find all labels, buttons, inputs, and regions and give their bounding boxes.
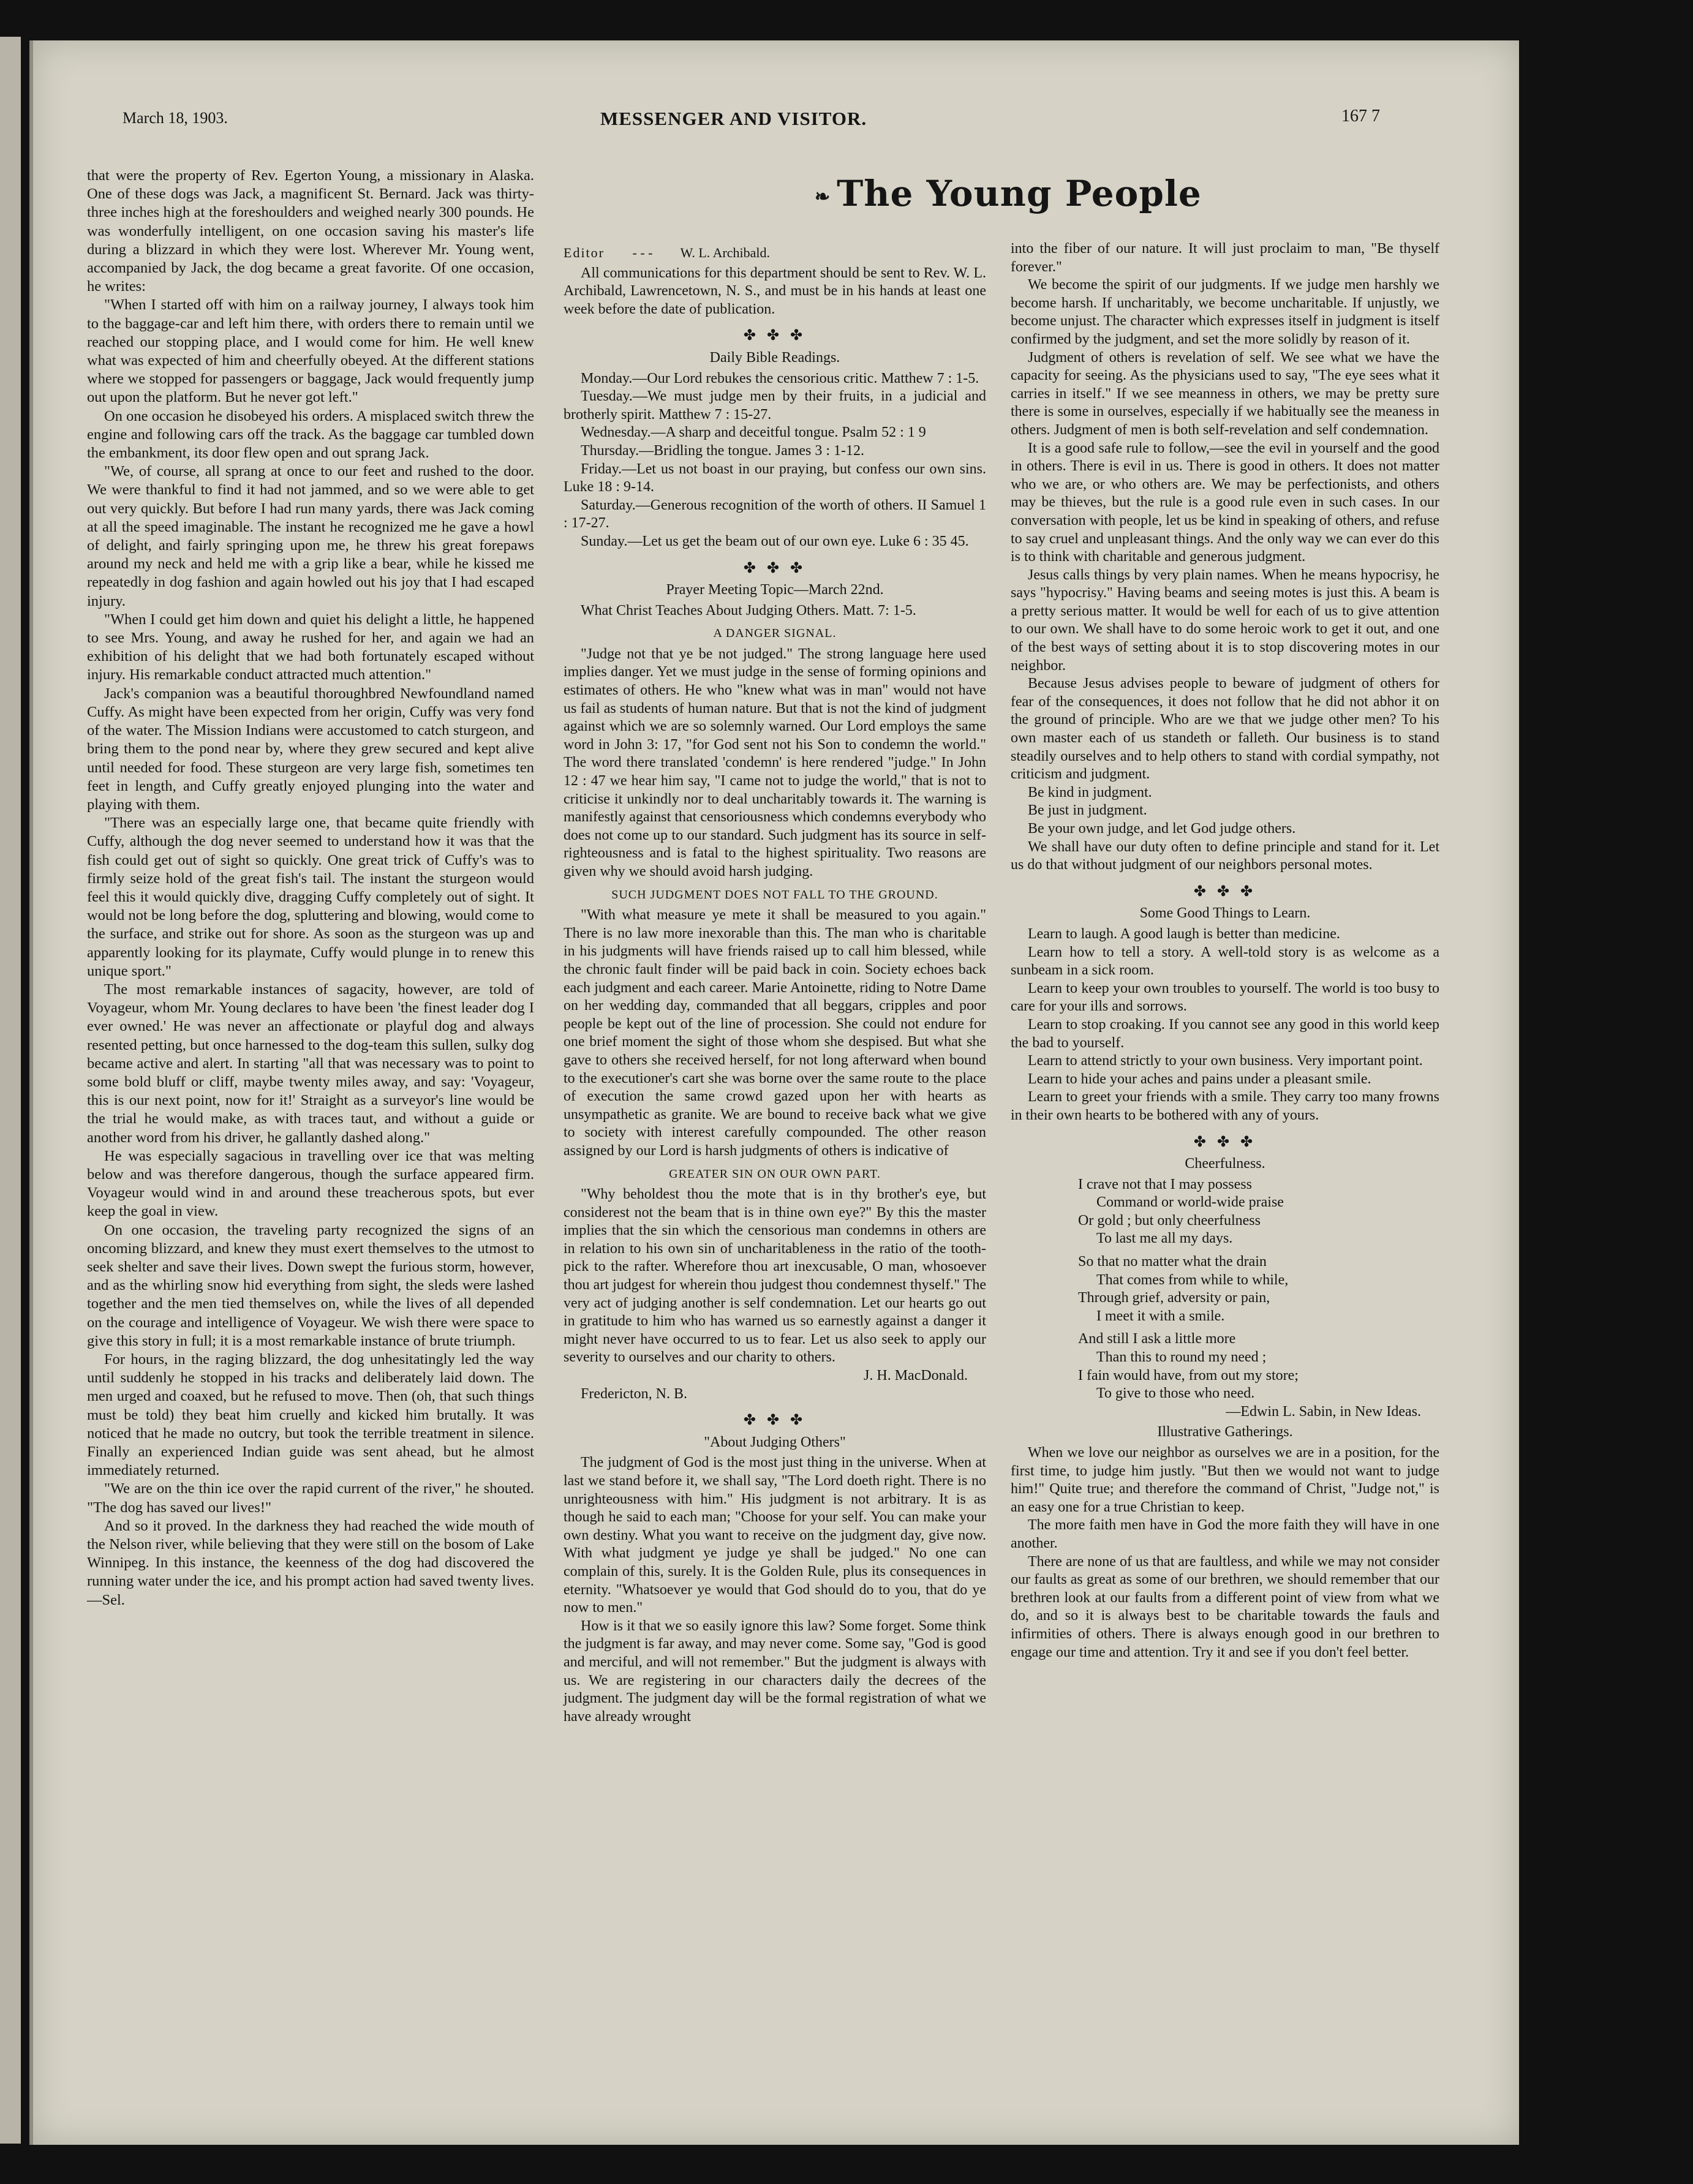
editor-name: W. L. Archibald. bbox=[680, 245, 771, 260]
poem-line: To give to those who need. bbox=[1096, 1385, 1255, 1402]
about-paragraph: How is it that we so easily ignore this law? Some forget. Some think the judgment is far away, and may never come. Some say, "God is good and merciful, and will not remember." But the judgment is always with us. We are registering in our characters daily the decrees of the judgment. The judgment day will be the formal registration of what we have already wrought bbox=[564, 1617, 986, 1725]
readings-title: Daily Bible Readings. bbox=[709, 349, 840, 366]
greater-heading: GREATER SIN ON OUR OWN PART. bbox=[669, 1167, 881, 1181]
col1-paragraph: The most remarkable instances of sagacity, however, are told of Voyageur, whom Mr. Young declares to have been 'the finest leader dog I ever owned.' He was never an affectionate or playful dog and always resented petting, but once harnessed to the dog-team this sullen, sulky dog became active and alert. In starting "all that was necessary was to point to some bold bluff or cliff, maybe twenty miles away, and say: 'Voyageur, this is our next point, now for it!' Straight as a surveyor's line would be the trial he would make, as with traces taut, and without a guide or another word from his driver, he gallantly dashed along." bbox=[87, 981, 534, 1146]
separator-ornament-icon: ✤ ✤ ✤ bbox=[743, 1412, 807, 1429]
editor-label: Editor bbox=[564, 245, 605, 260]
poem bbox=[1011, 1176, 1439, 1403]
good-thing-item: Learn to attend strictly to your own business. Very important point. bbox=[1028, 1053, 1423, 1069]
greater-paragraph: "Why beholdest thou the mote that is in thy brother's eye, but considerest not the beam that is in thine own eye?" By this the master implies that the sin which the censorious man condemns in others are in relation to his own sin of uncharitableness in the ratio of the tooth-pick to the rafter. Wherefore thou art inexcusable, O man, whosoever thou art judgest for wherein thou judgest thou condemnest thyself." The very act of judging another is self condemnation. Let our hearts go out in gratitude to him who has warned us so earnestly against a danger it might never have occurred to us to fear. Let us also seek to apply our severity to ourselves and our charity to others. bbox=[564, 1186, 986, 1366]
header-page-number: 167 7 bbox=[1341, 107, 1380, 126]
col1-paragraph: "We, of course, all sprang at once to our feet and rushed to the door. We were thankful to find it had not jammed, and so we were able to get out very quickly. But before I had run many yards, there was Jack coming at all the speed imaginable. The instant he recognized me he gave a howl of delight, and fairly springing upon me, he threw his great forepaws around my neck and held me with a grip like a bear, while he kissed me repeatedly in dog fashion and again howled out his joy that I had escaped injury. bbox=[87, 463, 534, 609]
editor-line bbox=[564, 244, 986, 262]
good-thing-item: Learn to greet your friends with a smile. They carry too many frowns in their own hearts to be bothered with any of yours. bbox=[1011, 1089, 1439, 1123]
reading-item: Tuesday.—We must judge men by their fruits, in a judicial and brotherly spirit. Matthew 7 : 15-27. bbox=[564, 388, 986, 423]
rule-line: Be your own judge, and let God judge others. bbox=[1028, 821, 1296, 837]
prayer-topic: What Christ Teaches About Judging Others. Matt. 7: 1-5. bbox=[581, 602, 916, 619]
ground-paragraph: "With what measure ye mete it shall be measured to you again." There is no law more inexorable than this. The man who is charitable in his judgments will have friends raised up to call him blessed, while the chronic fault finder will be paid back in coin. Society echoes back each judgment and each career. Marie Antoinette, riding to Notre Dame on her wedding day, commanded that all beggars, cripples and poor people be kept out of the line of procession. She could not endure for one brief moment the sight of those whom she despised. But what she gave to others she received herself, for not long afterward when bound to the executioner's cart she was borne over the same route to the place of execution the same crowd gazed upon her with hearts as unsympathetic as granite. We are bound to receive back what we give to society with interest carefully compounded. The other reason assigned by our Lord is harsh judgments of others is indicative of bbox=[564, 907, 986, 1159]
good-thing-item: Learn to stop croaking. If you cannot see any good in this world keep the bad to yourself. bbox=[1011, 1016, 1439, 1051]
col1-paragraph: He was especially sagacious in travelling over ice that was melting below and was therefore dangerous, though the surface appeared firm. Voyageur would wind in and around these treacherous spots, but ever keep the goal in view. bbox=[87, 1147, 534, 1220]
col3-paragraph: Because Jesus advises people to beware of judgment of others for fear of the consequences, it does not follow that he did not abhor it on the ground of principle. Who are we that we judge other men? To his own master each of us standeth or falleth. Our business is to stand steadily ourselves and to help others to stand with cordial sympathy, not criticism and judgment. bbox=[1011, 676, 1439, 783]
col3-paragraph: We become the spirit of our judgments. If we judge men harshly we become harsh. If uncharitably, we become uncharitable. If unjustly, we become unjust. The character which expresses itself in judgment is itself confirmed by the judgment, and set the more solidly by reason of it. bbox=[1011, 277, 1439, 347]
poem-line: To last me all my days. bbox=[1096, 1230, 1233, 1247]
column-middle bbox=[564, 232, 986, 1726]
col3-paragraph: We shall have our duty often to define principle and stand for it. Let us do that without judgment of our neighbors personal motes. bbox=[1011, 838, 1439, 873]
separator-ornament-icon: ✤ ✤ ✤ bbox=[743, 328, 807, 344]
poem-author: —Edwin L. Sabin, in New Ideas. bbox=[1226, 1403, 1421, 1420]
poem-line: Through grief, adversity or pain, bbox=[1078, 1290, 1270, 1306]
good-thing-item: Learn how to tell a story. A well-told story is as welcome as a sunbeam in a sick room. bbox=[1011, 944, 1439, 979]
prayer-title: Prayer Meeting Topic—March 22nd. bbox=[666, 582, 884, 598]
editor-dashes: - - - bbox=[632, 245, 653, 260]
separator-ornament-icon: ✤ ✤ ✤ bbox=[1193, 883, 1257, 900]
good-thing-item: Learn to keep your own troubles to yourself. The world is too busy to care for your ills and sorrows. bbox=[1011, 980, 1439, 1015]
reading-item: Thursday.—Bridling the tongue. James 3 : 1-12. bbox=[581, 442, 865, 459]
danger-paragraph: "Judge not that ye be not judged." The strong language here used implies danger. Yet we must judge in the sense of forming opinions and estimates of others. He who "knew what was in man" would not have us fail as students of human nature. But that is not the kind of judgment against which we are so solemnly warned. Our Lord employs the same word in John 3: 17, "for God sent not his Son to condemn the world." The word there translated 'condemn' is here rendered "judge." In John 12 : 47 we hear him say, "I came not to judge the world," that is not to criticise it unkindly nor to deal uncharitably towards it. The warning is manifestly against that censoriousness which condemns everybody who does not come up to our standard. Such judgment has its source in self-righteousness and is fatal to the highest spirituality. Two reasons are given why we should avoid harsh judging. bbox=[564, 646, 986, 879]
header-title: MESSENGER AND VISITOR. bbox=[600, 108, 867, 129]
separator-ornament-icon: ✤ ✤ ✤ bbox=[1193, 1134, 1257, 1150]
reading-item: Friday.—Let us not boast in our praying, but confess our own sins. Luke 18 : 9-14. bbox=[564, 461, 986, 495]
col1-paragraph: "We are on the thin ice over the rapid current of the river," he shouted. "The dog has saved our lives!" bbox=[87, 1480, 534, 1516]
poem-line: Or gold ; but only cheerfulness bbox=[1078, 1212, 1261, 1229]
danger-heading: A DANGER SIGNAL. bbox=[713, 627, 837, 641]
col3-paragraph: into the fiber of our nature. It will just proclaim to man, "Be thyself forever." bbox=[1011, 241, 1439, 275]
cheerfulness-title: Cheerfulness. bbox=[1185, 1156, 1265, 1172]
col1-paragraph: "When I started off with him on a railway journey, I always took him to the baggage-car and left him there, with orders there to remain until we reached our stopping place, and I would come for him. He well knew what was expected of him and cheerfully obeyed. At the different stations where we stopped for passengers or baggage, Jack would frequently jump out upon the platform. But he never got left." bbox=[87, 296, 534, 406]
column-right bbox=[1011, 240, 1439, 1662]
good-thing-item: Learn to laugh. A good laugh is better than medicine. bbox=[1028, 925, 1340, 942]
col1-paragraph: On one occasion, the traveling party recognized the signs of an oncoming blizzard, and knew they must exert themselves to the utmost to seek shelter and save their lives. Down swept the furious storm, however, and as the whirling snow hid everything from sight, the sleds were lashed together and the men tied themselves on, while the lives of all depended on the courage and intelligence of Voyageur. We wish there were space to give this story in full; it is a most remarkable instance of brute triumph. bbox=[87, 1221, 534, 1349]
col3-paragraph: Judgment of others is revelation of self. We see what we have the capacity for seeing. As the physicians used to say, "The eye sees what it carries in itself." If we see meanness in others, we may be pretty sure there is some in ourselves, especially if we habitually see the meaness in others. Judgment of men is both self-revelation and self condemnation. bbox=[1011, 349, 1439, 438]
col3-paragraph: When we love our neighbor as ourselves we are in a position, for the first time, to judge him justly. "But then we would not want to judge him!" Quite true; and therefore the command of Christ, "Judge not," is an easy one for a true Christian to keep. bbox=[1011, 1445, 1439, 1515]
reading-item: Monday.—Our Lord rebukes the censorious critic. Matthew 7 : 1-5. bbox=[581, 370, 979, 386]
ground-heading: SUCH JUDGMENT DOES NOT FALL TO THE GROUND. bbox=[611, 887, 938, 902]
poem-line: So that no matter what the drain bbox=[1078, 1254, 1267, 1270]
col3-paragraph: It is a good safe rule to follow,—see the evil in yourself and the good in others. There is evil in us. There is good in others. It does not matter who we are, or who others are. We may be perfectionists, and others may be thieves, but the rule is a good rule even in such cases. In our conversation with people, let us be kind in speaking of others, and refuse to say cruel and unpleasant things. And the only way we can ever do this is to think with charitable and generous judgment. bbox=[1011, 440, 1439, 565]
col1-paragraph: that were the property of Rev. Egerton Young, a missionary in Alaska. One of these dogs was Jack, a magnificent St. Bernard. Jack was thirty-three inches high at the foreshoulders and weighed nearly 300 pounds. He was wonderfully intelligent, on one occasion saving his master's life during a blizzard in which they were lost. Wherever Mr. Young went, accompanied by Jack, the dog became a great favorite. Of one occasion, he writes: bbox=[87, 167, 534, 295]
reading-item: Wednesday.—A sharp and deceitful tongue. Psalm 52 : 1 9 bbox=[581, 424, 926, 441]
about-title: "About Judging Others" bbox=[704, 1434, 846, 1450]
col1-paragraph: "There was an especially large one, that became quite friendly with Cuffy, although the dog never seemed to understand how it was that the fish could get out of sight so quickly. One great trick of Cuffy's was to firmly seize hold of the great fish's tail. The instant the sturgeon would feel this it would quickly dive, dragging Cuffy completely out of sight. It would not be long before the dog, spluttering and blowing, would come to the surface, and strike out for shore. As soon as the sturgeon was up and apparently looking for its playmate, Cuffy would plunge in to renew this unique sport." bbox=[87, 815, 534, 979]
illustrative-title: Illustrative Gatherings. bbox=[1157, 1424, 1293, 1440]
poem-line: That comes from while to while, bbox=[1096, 1271, 1289, 1288]
separator-ornament-icon: ✤ ✤ ✤ bbox=[743, 560, 807, 576]
poem-line: I crave not that I may possess bbox=[1078, 1176, 1252, 1192]
section-title bbox=[815, 173, 1202, 214]
previous-page-edge bbox=[0, 37, 21, 2144]
col1-paragraph: For hours, in the raging blizzard, the dog unhesitatingly led the way until suddenly he stopped in his tracks and deliberately laid down. The men urged and coaxed, but he refused to move. Then (oh, that such things must be told) they beat him cruelly and kicked him brutally. It was noticed that he made no outcry, but took the terrible treatment in silence. Finally an experienced Indian guide was sent ahead, but he almost immediately returned. bbox=[87, 1351, 534, 1479]
reading-item: Sunday.—Let us get the beam out of our own eye. Luke 6 : 35 45. bbox=[581, 533, 969, 549]
poem-line: I fain would have, from out my store; bbox=[1078, 1367, 1299, 1384]
poem-line: Than this to round my need ; bbox=[1096, 1349, 1267, 1366]
col3-paragraph: The more faith men have in God the more faith they will have in one another. bbox=[1011, 1517, 1439, 1551]
signature: J. H. MacDonald. bbox=[864, 1368, 968, 1384]
rule-line: Be kind in judgment. bbox=[1028, 784, 1152, 800]
section-title-text: The Young People bbox=[837, 173, 1202, 214]
rule-line: Be just in judgment. bbox=[1028, 802, 1147, 819]
col1-paragraph: On one occasion he disobeyed his orders. A misplaced switch threw the engine and following cars off the track. As the baggage car tumbled down the embankment, its door flew open and out sprang Jack. bbox=[87, 407, 534, 462]
good-thing-item: Learn to hide your aches and pains under a pleasant smile. bbox=[1028, 1071, 1371, 1087]
about-paragraph: The judgment of God is the most just thing in the universe. When at last we stand before it, we shall say, "The Lord doeth right. There is no unrighteousness with him." His judgment is not arbitrary. It is as though he said to each man; "Choose for your self. You can make your own destiny. What you want to receive on the judgment day, give now. With what judgment ye judge ye shall be judged." No one can complain of this, surely. It is the Golden Rule, plus its consequences in eternity. "Whatsoever ye would that God should do to you, that do ye now to men." bbox=[564, 1455, 986, 1616]
col1-paragraph: And so it proved. In the darkness they had reached the wide mouth of the Nelson river, while believing that they were still on the bosom of Lake Winnipeg. In this instance, the keenness of the dog had discovered the running water under the ice, and his prompt action had saved twenty lives.—Sel. bbox=[87, 1517, 534, 1608]
poem-line: And still I ask a little more bbox=[1078, 1331, 1236, 1347]
col1-paragraph: "When I could get him down and quiet his delight a little, he happened to see Mrs. Young, and away he rushed for her, and again we had an exhibition of his delight that we had both fortunately escaped without injury. His remarkable conduct attracted much attention." bbox=[87, 611, 534, 683]
col3-paragraph: There are none of us that are faultless, and while we may not consider our faults as great as some of our brethren, we should remember that our brethren look at our faults from a different point of view from what we do, and so it is always best to be charitable towards the fauls and infirmities of others. There is always enough good in our brethren to engage our time and attention. Try it and see if you don't feel better. bbox=[1011, 1553, 1439, 1660]
good-things-title: Some Good Things to Learn. bbox=[1139, 905, 1311, 922]
poem-line: I meet it with a smile. bbox=[1096, 1308, 1225, 1324]
intro-paragraph: All communications for this department should be sent to Rev. W. L. Archibald, Lawrencetown, N. S., and must be in his hands at least one week before the date of publication. bbox=[564, 265, 986, 317]
col1-paragraph: Jack's companion was a beautiful thoroughbred Newfoundland named Cuffy. As might have been expected from her origin, Cuffy was very fond of the water. The Mission Indians were accustomed to catch sturgeon, and bring them to the pond near by, where they grew secured and kept alive until needed for food. These sturgeon are very large fish, sometimes ten feet in length, and Cuffy greatly enjoyed plunging into the water and playing with them. bbox=[87, 685, 534, 813]
col3-paragraph: Jesus calls things by very plain names. When he means hypocrisy, he says "hypocrisy." Having beams and seeing motes is just this. A beam is a pretty serious matter. It would be well for each of us to give attention to our own. We shall have to do some heroic work to get it out, and one of the best ways of setting about it is to stop discovering motes in our neighbor. bbox=[1011, 567, 1439, 674]
reading-item: Saturday.—Generous recognition of the worth of others. II Samuel 1 : 17-27. bbox=[564, 497, 986, 532]
header-date: March 18, 1903. bbox=[123, 109, 228, 127]
poem-line: Command or world-wide praise bbox=[1096, 1194, 1284, 1211]
column-left bbox=[87, 167, 534, 1610]
ornament-icon: ❧ bbox=[815, 186, 831, 208]
place-line: Fredericton, N. B. bbox=[581, 1385, 687, 1402]
